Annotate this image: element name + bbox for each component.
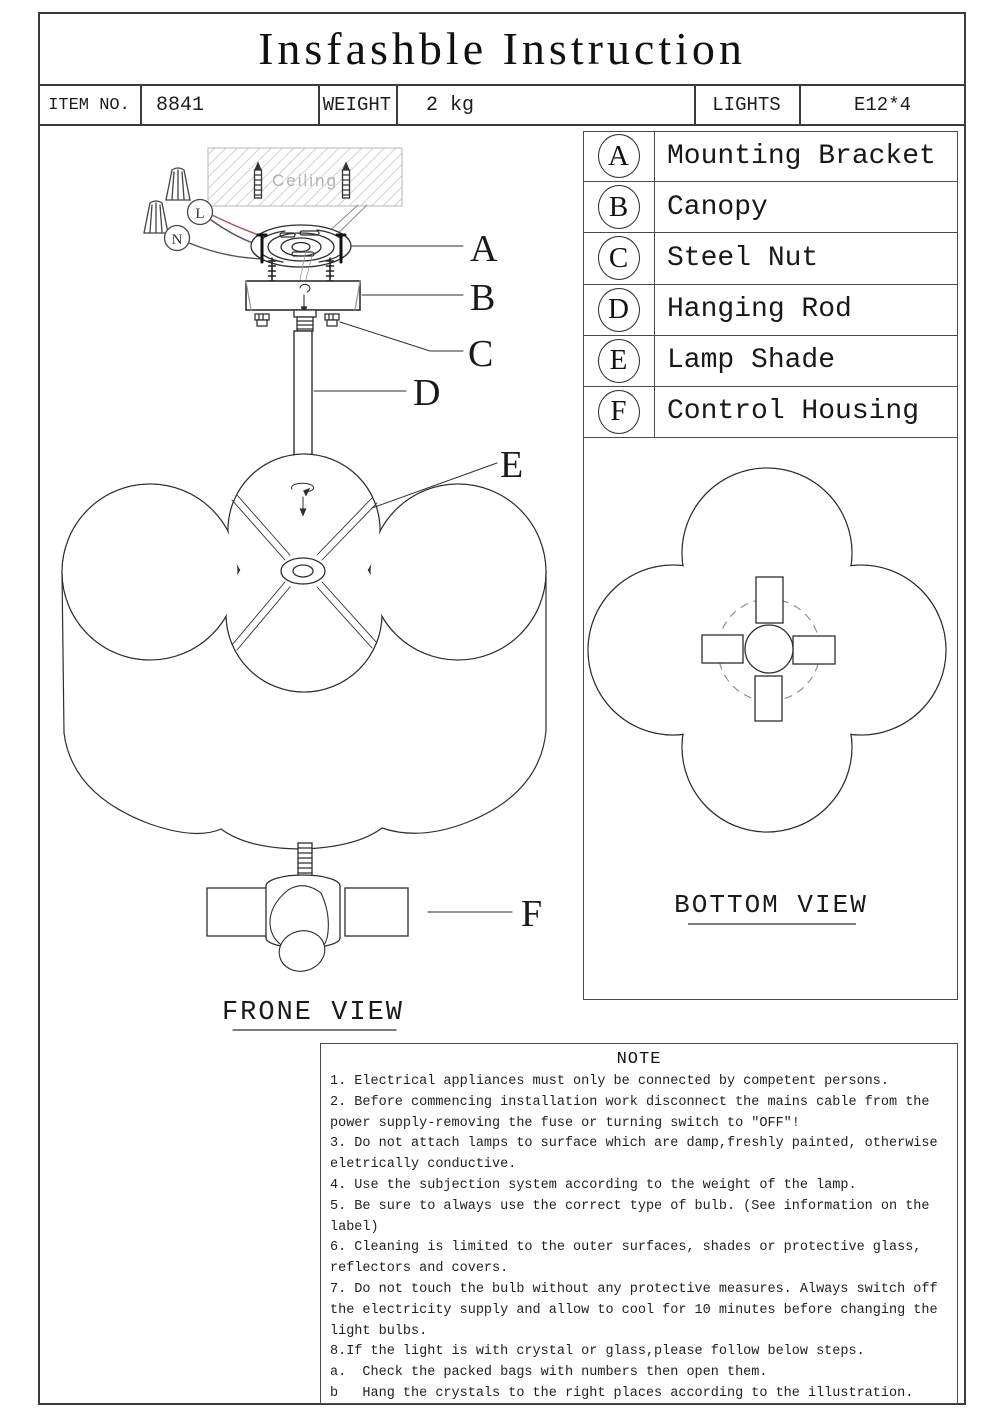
part-key-a: A	[598, 134, 640, 178]
ceiling-drawing	[208, 148, 402, 206]
callout-e: E	[500, 444, 524, 486]
weight-label: WEIGHT	[322, 94, 392, 116]
ceiling-label: Ceiling	[272, 171, 338, 190]
note-box	[320, 1043, 958, 1404]
bottom-view-caption: BOTTOM VIEW	[674, 890, 868, 920]
weight-value: 2 kg	[426, 93, 475, 117]
part-key-d: D	[598, 288, 640, 332]
note-line: eletrically conductive.	[330, 1157, 517, 1173]
front-view-caption: FRONE VIEW	[221, 998, 405, 1028]
center-hub-circle	[745, 625, 793, 673]
note-line: 7. Do not touch the bulb without any protective measures. Always switch off	[330, 1281, 938, 1297]
parts-row-e	[583, 336, 958, 387]
parts-list	[583, 131, 958, 438]
lights-value: E12*4	[853, 94, 911, 116]
part-name-c: Steel Nut	[667, 242, 819, 274]
wire-label-neutral	[165, 226, 190, 251]
item-no-value: 8841	[156, 93, 205, 117]
note-line: 1. Electrical appliances must only be connected by competent persons.	[330, 1074, 889, 1089]
parts-row-f	[583, 387, 958, 438]
wall-anchor-icon	[255, 163, 262, 198]
parts-row-a	[583, 131, 958, 182]
bottom-view-diagram	[583, 440, 958, 1000]
part-name-e: Lamp Shade	[667, 345, 836, 377]
callout-a: A	[470, 228, 498, 270]
lamp-shade-drawing	[62, 454, 546, 849]
note-line: 4. Use the subjection system according to the weight of the lamp.	[330, 1177, 857, 1193]
part-key-f: F	[598, 390, 640, 434]
header-sep-5	[799, 85, 801, 125]
control-housing-drawing	[207, 843, 408, 976]
lights-label: LIGHTS	[712, 94, 781, 116]
parts-row-c	[583, 233, 958, 284]
note-line: label)	[330, 1219, 379, 1235]
note-line: 2. Before commencing installation work disconnect the mains cable from the	[330, 1094, 930, 1110]
part-key-c: C	[598, 236, 640, 280]
note-line: the electricity supply and allow to cool for 10 minutes before changing the	[330, 1302, 938, 1318]
wall-anchor-icon	[343, 163, 350, 198]
item-no-label: ITEM NO.	[48, 95, 130, 115]
wire-nut-icon	[166, 168, 190, 200]
part-name-b: Canopy	[667, 191, 768, 223]
part-name-a: Mounting Bracket	[667, 140, 936, 172]
part-name-d: Hanging Rod	[667, 294, 852, 326]
note-title: NOTE	[616, 1050, 662, 1069]
note-line: 3. Do not attach lamps to surface which are damp,freshly painted, otherwise	[330, 1136, 938, 1152]
wire-label-live	[188, 200, 213, 225]
callout-f: F	[521, 893, 543, 935]
part-key-e: E	[598, 339, 640, 383]
parts-row-b	[583, 182, 958, 233]
note-line: 8.If the light is with crystal or glass,please follow below steps.	[330, 1344, 865, 1360]
callout-b: B	[470, 277, 496, 319]
note-line: power supply-removing the fuse or turning switch to ″OFF″!	[330, 1115, 800, 1131]
front-view-diagram	[38, 125, 583, 1040]
note-line: a. Check the packed bags with numbers then open them.	[330, 1365, 768, 1381]
note-line: 6. Cleaning is limited to the outer surfaces, shades or protective glass,	[330, 1240, 922, 1256]
page-title: Insfashble Instruction	[258, 22, 746, 74]
note-line: 5. Be sure to always use the correct type of bulb. (See information on the	[330, 1198, 930, 1214]
parts-row-d	[583, 285, 958, 336]
svg-text:N: N	[171, 232, 183, 248]
header-sep-4	[694, 85, 696, 125]
note-line: reflectors and covers.	[330, 1261, 509, 1277]
wire-nut-icon	[144, 201, 168, 233]
note-line: light bulbs.	[330, 1323, 428, 1339]
part-name-f: Control Housing	[667, 396, 920, 428]
header-sep-2	[318, 85, 320, 125]
header-sep-1	[140, 85, 142, 125]
note-line: b Hang the crystals to the right places according to the illustration.	[330, 1385, 914, 1401]
header-sep-3	[396, 85, 398, 125]
callout-c: C	[468, 333, 494, 375]
svg-text:L: L	[195, 206, 205, 222]
part-key-b: B	[598, 185, 640, 229]
callout-d: D	[413, 372, 441, 414]
